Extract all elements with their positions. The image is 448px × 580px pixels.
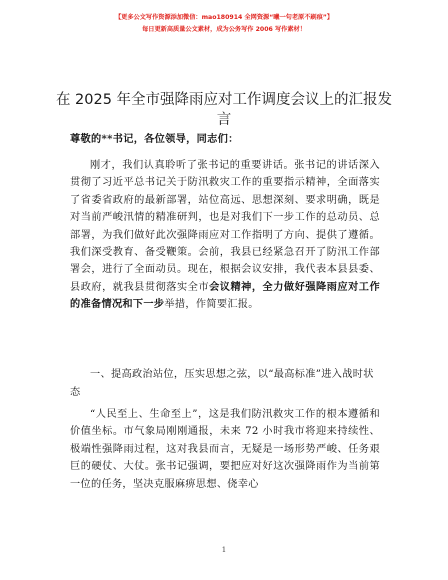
- promo-banner-line-1: 【更多公文写作资源添加微信：mao180914 全网资源“曦一句老原不刷痕”】: [114, 14, 334, 21]
- document-title: 在 2025 年全市强降雨应对工作调度会议上的汇报发言: [55, 92, 393, 128]
- page-number: 1: [221, 546, 227, 554]
- salutation: 尊敬的**书记，各位领导，同志们：: [70, 133, 239, 145]
- section-heading-1: 一、提高政治站位，压实思想之弦，以“最高标准”进入战时状态: [70, 369, 374, 398]
- promo-banner-line-2: 每日更新高质量公文素材，成为公务写作 2006 写作素材！: [142, 26, 306, 33]
- paragraph-opening-tail: 举措，作简要汇报。: [164, 299, 259, 311]
- paragraph-opening-bold-text: 会议精神，全力做好强降雨应对工作的准备情况和下一步: [70, 280, 380, 311]
- paragraph-opening: [70, 157, 380, 314]
- paragraph-opening-text: 刚才，我们认真聆听了张书记的重要讲话。张书记的讲话深入贯彻了习近平总书记关于防汛救灾工作的重要指示精神，全面落实了省委省政府的最新部署，站位高远、思想深刻、要求明确，既是对当前严峻汛情的精准研判，也是对我们下一步工作的总动员、总部署，为我们做好此次强降雨应对工作指明了方向、提供了遵循。我们深受教育、备受鞭策。会前，我县已经紧急召开了防汛工作部署会，进行了全面动员。现在，根据会议安排，我代表本县县委、县政府，就我县贯彻落实全市: [70, 160, 380, 293]
- paragraph-section-1: “人民至上、生命至上”，这是我们防汛救灾工作的根本遵循和价值坐标。市气象局刚刚通报，未来 72 小时我市将迎来持续性、极端性强降雨过程，这对我县而言，无疑是一场形势严峻、任务艰巨的硬仗、大仗。张书记强调，要把应对好这次强降雨作为当前第一位的任务，坚决克服麻痹思想、侥幸心: [70, 409, 380, 490]
